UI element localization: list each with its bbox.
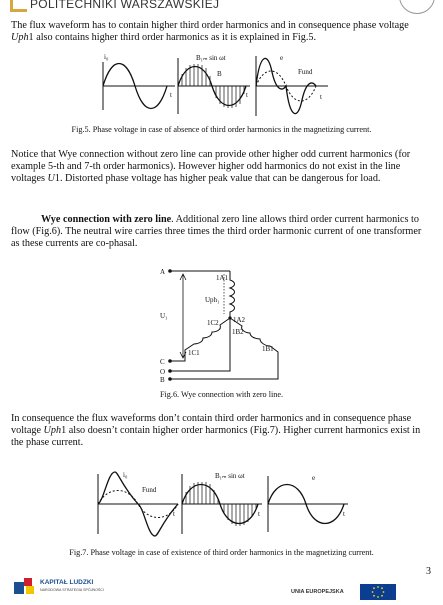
page-header xyxy=(0,0,443,14)
paragraph-wye-zero-line: Wye connection with zero line. Additional zero line allows third order current harmonics to flow (Fig.6). The neutral wire carries three times the third order harmonic current of one transformer as these currents are co-phasal. xyxy=(11,214,422,249)
fig7-label-i0: i₀ xyxy=(123,471,128,479)
fig6-label-c: C xyxy=(160,358,165,366)
fig5-label-t2: t xyxy=(246,91,248,99)
fig5-axes-2 xyxy=(178,58,250,114)
figure-6-wye-connection xyxy=(0,262,443,384)
fig6-coil-a xyxy=(230,271,235,318)
unia-europejska-text: UNIA EUROPEJSKA xyxy=(291,589,344,595)
fig6-label-o: O xyxy=(160,368,166,376)
university-seal xyxy=(399,0,435,14)
fig6-label-b: B xyxy=(160,376,165,384)
fig6-label-1b1: 1B1 xyxy=(262,345,274,353)
fig6-terminal-o xyxy=(168,369,172,373)
fig6-label-1a1: 1A1 xyxy=(216,274,229,282)
kapital-ludzki-subtext: NARODOWA STRATEGIA SPÓJNOŚCI xyxy=(40,588,104,592)
fig5-label-fund: Fund xyxy=(298,68,313,76)
university-logo-mark xyxy=(10,0,27,12)
fig6-terminal-c xyxy=(168,359,172,363)
kapital-ludzki-mark-icon xyxy=(14,578,36,594)
fig6-terminal-a xyxy=(168,269,172,273)
fig6-terminal-b xyxy=(168,377,172,381)
paragraph-wye-no-zero-line: Notice that Wye connection without zero line can provide other higher odd current harmonics (for example 5-th and 7-th order harmonics). However higher odd harmonics do not exist in the line voltages U1. Distorted phase voltage has higher peak value that can be dangerous for load. xyxy=(11,149,411,184)
fig6-label-uph: Uph₁ xyxy=(205,296,220,304)
fig6-neutral-node xyxy=(228,316,231,319)
kapital-ludzki-text: KAPITAŁ LUDZKI xyxy=(40,579,94,586)
figure-5-waveforms xyxy=(0,46,443,122)
eu-flag-icon xyxy=(360,584,396,600)
fig5-label-t3: t xyxy=(320,93,322,101)
fig5-axes-1 xyxy=(103,62,175,110)
fig7-axes-3 xyxy=(268,476,348,532)
fig5-label-i0: i₀ xyxy=(104,53,109,61)
fig6-voltage-arrow xyxy=(180,274,186,358)
fig6-label-u1: U₁ xyxy=(160,312,168,320)
fig6-label-1c1: 1C1 xyxy=(188,349,200,357)
figure-7-waveforms xyxy=(0,464,443,544)
eu-stars-icon xyxy=(360,584,396,600)
fig5-label-e: e xyxy=(280,54,284,62)
fig7-label-fund: Fund xyxy=(142,486,157,494)
fig7-label-b1m: B₁ₘ sin ωt xyxy=(215,472,245,480)
paragraph-no-third-harmonics: In consequence the flux waveforms don’t contain third order harmonics and in consequence phase voltage Uph1 also doesn’t contain higher order harmonics (Fig.7). Higher current harmonics exist in the phase current. xyxy=(11,413,421,448)
fig6-label-1a2: 1A2 xyxy=(233,316,246,324)
figure-5-caption: Fig.5. Phase voltage in case of absence of third order harmonics in the magnetizing current. xyxy=(71,125,372,134)
figure-7-caption: Fig.7. Phase voltage in case of existence of third order harmonics in the magnetizing current. xyxy=(69,548,374,557)
figure-6-caption: Fig.6. Wye connection with zero line. xyxy=(159,390,284,399)
paragraph-flux-waveform: The flux waveform has to contain higher third order harmonics and in consequence phase voltage Uph1 also contains higher third order harmonics as it is explained in Fig.5. xyxy=(11,20,409,43)
fig6-label-1b2: 1B2 xyxy=(232,328,244,336)
fig7-label-t3: t xyxy=(343,510,345,518)
header-title: POLITECHNIKI WARSZAWSKIEJ xyxy=(30,0,220,11)
fig5-label-t1: t xyxy=(170,91,172,99)
fig6-coil-c xyxy=(170,318,230,361)
fig6-label-a: A xyxy=(160,268,166,276)
fig5-axes-3 xyxy=(256,56,328,116)
fig5-label-b1m: B₁ₘ sin ωt xyxy=(196,54,226,62)
fig6-label-1c2: 1C2 xyxy=(207,319,219,327)
fig7-label-t1: t xyxy=(173,510,175,518)
fig6-zero-line xyxy=(170,318,230,371)
fig7-label-t2: t xyxy=(258,510,260,518)
page-number: 3 xyxy=(426,566,431,577)
fig7-label-e: e xyxy=(312,474,316,482)
fig5-label-b: B xyxy=(217,70,222,78)
